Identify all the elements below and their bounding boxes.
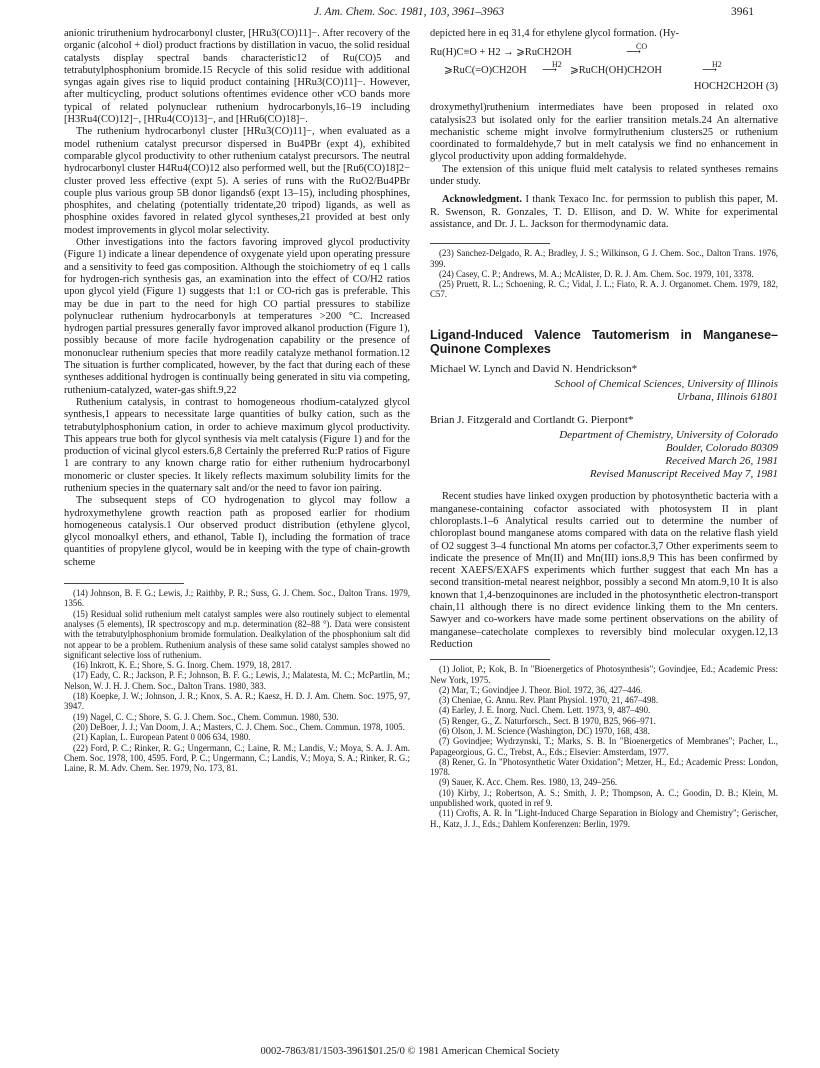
body-paragraph: The extension of this unique fluid melt catalysis to related syntheses remains under study. xyxy=(430,163,778,188)
left-column xyxy=(64,28,410,773)
reference: (15) Residual solid ruthenium melt catalyst samples were also routinely subject to elemental analyses (5 elements), IR spectroscopy and m.p. determination (82–88 °). Data were consistent with the tetrabutylphosphonium bromide formulation. Dealkylation of the phosphonium salt did not appear to be a problem. Ruthenium analysis of these same solid catalyst samples showed no significant selective loss of ruthenium. xyxy=(64,608,410,660)
reference: (3) Cheniae, G. Annu. Rev. Plant Physiol. 1970, 21, 467–498. xyxy=(439,695,659,706)
affiliation-1 xyxy=(430,378,778,404)
reference: (19) Nagel, C. C.; Shore, S. G. J. Chem. Soc., Chem. Commun. 1980, 530. xyxy=(73,711,339,722)
article-title: Ligand-Induced Valence Tautomerism in Manganese–Quinone Complexes xyxy=(430,327,778,357)
body-paragraph: Ruthenium catalysis, in contrast to homogeneous rhodium-catalyzed glycol synthesis,1 appears to necessitate large quantities of bulky cation, such as the tetrabutylphosphonium cation, in order to achieve maximum glycol productivity. This appears true both for glycol synthesis via melt catalysis (Figure 1) and for the production of vicinal glycol esters.6,8 Certainly the preferred Ru:P ratios of Figure 1 are contrary to any known charge ratio for either ruthenium hydrocarbonyl monomeric or cluster species. It likely reflects maximum solubility limits for the ruthenium species in the quaternary salt and/or the need to favor ion pairing. xyxy=(64,396,410,494)
reference: (25) Pruett, R. L.; Schoening, R. C.; Vidal, J. L.; Fiato, R. A. J. Organomet. Chem. 1979, 182, C57. xyxy=(430,279,778,300)
affiliation-line: Urbana, Illinois 61801 xyxy=(676,391,778,404)
arrow: ⟶ xyxy=(626,47,641,59)
reference: (8) Rener, G. In "Photosynthetic Water Oxidation"; Metzer, H., Ed.; Academic Press: London, 1978. xyxy=(430,756,778,778)
received-date: Received March 26, 1981 xyxy=(665,455,778,468)
footnotes-right-bottom xyxy=(430,664,778,829)
body-paragraph: anionic triruthenium hydrocarbonyl cluster, [HRu3(CO)11]−. After recovery of the organic (alcohol + diol) product fractions by distillation in vacuo, the solid residual catalysts display spectral bands characteristic12 of Ru(CO)5 and tetrabutylphosphonium bromide.15 Recycle of this solid residue with additional syngas again gives rise to liquid product containing [HRu3(CO)11]−. However, after multicycling, product solutions oftentimes evidence other νCO bands more typical of related polynuclear ruthenium hydrocarbonyls,16–19 including [H3Ru4(CO)12]−, [HRu4(CO)13]−, and [HRu6(CO)18]−. xyxy=(64,28,410,126)
reference: (7) Govindjee; Wydrzynski, T.; Marks, S. B. In "Bioenergetics of Membranes"; Pacher, L., Papageorgious, G. C., Trebst, A., Eds.; Elsevier: Amsterdam, 1977. xyxy=(430,736,778,757)
page-footer: 0002-7863/81/1503-3961$01.25/0 © 1981 American Chemical Society xyxy=(260,1046,560,1057)
equation-line: ⩾RuC(=O)CH2OH xyxy=(444,65,527,77)
footnote-rule xyxy=(430,243,550,244)
reference: (23) Sanchez-Delgado, R. A.; Bradley, J. S.; Wilkinson, G J. Chem. Soc., Dalton Trans. 1976, 399. xyxy=(430,248,778,269)
affiliation-line: Boulder, Colorado 80309 xyxy=(665,442,778,455)
arrow: ⟶ xyxy=(542,65,557,77)
authors-2: Brian J. Fitzgerald and Cortlandt G. Pierpont* xyxy=(430,414,634,427)
body-paragraph: Recent studies have linked oxygen production by photosynthetic bacteria with a manganese-containing cofactor associated with photosystem II in plant chloroplasts.1–6 Analytical results carried out to determine the number of chloroplast bound manganese atoms compared with data on the relative flash yield of O2 suggest 3–4 functional Mn atoms per cofactor.3,7 Other experiments seem to indicate the presence of Mn(II) and Mn(III) ions.8,9 This has been confirmed by recent XAEFS/EXAFS experiments which further suggest that each Mn has a second transition-metal nearest neighbor, possibly a second Mn atom.9,10 It is also known that 1,4-benzoquinones are included in the photosynthetic electron-transport chain,11 although there is no direct evidence linking them to the Mn centers. Sawyer and co-workers have made some pertinent observations on the ability of manganese–catecholate complexes to reversibly bind molecular oxygen.12,13 Reduction xyxy=(430,491,778,650)
reference: (17) Eady, C. R.; Jackson, P. F.; Johnson, B. F. G.; Lewis, J.; Malatesta, M. C.; McPartlin, M.; Nelson, W. J. H. J. Chem. Soc., Dalton Trans. 1980, 383. xyxy=(64,670,410,691)
reference: (20) DeBoer, J. J.; Van Doom, J. A.; Masters, C. J. Chem. Soc., Chem. Commun. 1978, 1005. xyxy=(73,721,405,732)
reference: (16) Inkrott, K. E.; Shore, S. G. Inorg. Chem. 1979, 18, 2817. xyxy=(73,660,292,671)
footnote-rule xyxy=(430,659,550,660)
page-number: 3961 xyxy=(731,6,754,18)
equation-line: ⩾RuCH(OH)CH2OH xyxy=(570,65,662,77)
reference: (2) Mar, T.; Govindjee J. Theor. Biol. 1972, 36, 427–446. xyxy=(439,684,643,695)
equation-over: H2 xyxy=(712,60,722,70)
reference: (10) Kirby, J.; Robertson, A. S.; Smith, J. P.; Thompson, A. C.; Goodin, D. B.; Klein, M. unpublished work, quoted in ref 9. xyxy=(430,787,778,809)
running-header xyxy=(64,6,754,22)
reference: (24) Casey, C. P.; Andrews, M. A.; McAlister, D. R. J. Am. Chem. Soc. 1979, 101, 3378. xyxy=(439,268,754,279)
equation-over: H2 xyxy=(552,60,562,70)
reference: (22) Ford, P. C.; Rinker, R. G.; Ungermann, C.; Laine, R. M.; Landis, V.; Moya, S. A. J. Am. Chem. Soc. 1978, 100, 4595. Ford, P. C.; Ungermann, C.; Landis, V.; Moya, S. A.; Rinker, R. G.; Laine, R. M. Adv. Chem. Ser. 1979, No. 173, 81. xyxy=(64,742,410,774)
reference: (6) Olson, J. M. Science (Washington, DC) 1970, 168, 438. xyxy=(439,725,650,736)
reference: (14) Johnson, B. F. G.; Lewis, J.; Raithby, P. R.; Suss, G. J. Chem. Soc., Dalton Trans. 1979, 1356. xyxy=(64,588,410,609)
body-paragraph: Other investigations into the factors favoring improved glycol productivity (Figure 1) indicate a linear dependence of oxygenate yield upon operating pressure and a sensitivity to feed gas composition. Although the stoichiometry of eq 1 calls for hydrogen-rich synthesis gas, an examination into the effect of CO/H2 ratios upon glycol yield (Figure 1) suggests that 1:1 or CO-rich gas is preferable. This may be due in part to the need for high CO partial pressures to stabilize polynuclear ruthenium hydrocarbonyls at temperatures >200 °C. Increased hydrogen partial pressures generally favor improved alkanol production (Figure 1), possibly because of more facile hydrogenation capability or the presence of mononuclear ruthenium species that more readily catalyze methanol formation.12 The situation is further complicated, however, by the fact that during each of these syntheses additional hydrogen is continually being generated in situ via competing, ruthenium-catalyzed, water-gas shift.9,22 xyxy=(64,237,410,396)
arrow: ⟶ xyxy=(702,65,717,77)
body-paragraph: droxymethyl)ruthenium intermediates have been proposed in related oxo catalysis23 but isolated only for the earlier transition metals.24 An alternative mechanistic scheme might involve formylruthenium clusters25 or ruthenium coordinated to formaldehyde,7 but in melt catalysis we find no enhancement in glycol productivity upon adding formaldehyde. xyxy=(430,102,778,163)
reference: (9) Sauer, K. Acc. Chem. Res. 1980, 13, 249–256. xyxy=(439,777,618,788)
equation-line: Ru(H)C≡O + H2 → ⩾RuCH2OH xyxy=(430,47,572,59)
footnotes-left xyxy=(64,588,410,773)
revised-date: Revised Manuscript Received May 7, 1981 xyxy=(589,468,778,481)
reference: (1) Joliot, P.; Kok, B. In "Bioenergetics of Photosynthesis"; Govindjee, Ed.; Academic Press: New York, 1975. xyxy=(430,664,778,685)
body-paragraph: The subsequent steps of CO hydrogenation to glycol may follow a hydroxymethylene growth reaction path as proposed earlier for rhodium homogeneous catalysis.1 Our observed product distribution (ethylene glycol, glycol monoalkyl ethers, and ethanol, Table I), including the formation of trace quantities of propylene glycol, would be in keeping with the type of chain-growth scheme xyxy=(64,495,410,568)
body-paragraph: depicted here in eq 31,4 for ethylene glycol formation. (Hy- xyxy=(430,28,679,39)
reference: (11) Crofts, A. R. In "Light-Induced Charge Separation in Biology and Chemistry"; Gerischer, H., Katz, J. J., Eds.; Dahlem Konferenzen: Berlin, 1979. xyxy=(430,808,778,829)
acknowledgment-text: I thank Texaco Inc. for permssion to publish this paper, M. R. Swenson, R. Gonzales, T. D. Ellison, and D. W. White for experimental assistance, and Dr. J. L. Jackson for thermodynamic data. xyxy=(430,194,778,230)
equation-over: CO xyxy=(636,42,648,52)
equation-3 xyxy=(430,40,778,102)
body-paragraph: The ruthenium hydrocarbonyl cluster [HRu3(CO)11]−, when evaluated as a model ruthenium catalyst precursor dispersed in Bu4PBr (expt 4), exhibited comparable glycol productivity to other ruthenium catalyst precursors. The neutral hydrocarbonyl cluster H4Ru4(CO)12 also performed well, but the [Ru6(CO)18]2− cluster proved less effective (expt 5). A series of runs with the RuO2/Bu4PBr couple plus various group 5B donor ligands6 (expt 13–15), including phosphines, phosphites, and chelating (potentially tridentate,20 tripod) ligands, as well as phosphine oxides favored in related glycol syntheses,21 provided at best only modest improvements in glycol molar selectivity. xyxy=(64,126,410,236)
footnotes-right-top xyxy=(430,248,778,299)
affiliation-2 xyxy=(430,429,778,481)
equation-line: HOCH2CH2OH (3) xyxy=(694,81,778,93)
right-column xyxy=(430,28,778,829)
authors-1: Michael W. Lynch and David N. Hendrickson* xyxy=(430,362,638,375)
footnote-rule xyxy=(64,583,184,584)
acknowledgment-label: Acknowledgment. xyxy=(442,194,522,206)
affiliation-line: School of Chemical Sciences, University of Illinois xyxy=(554,378,778,391)
affiliation-line: Department of Chemistry, University of Colorado xyxy=(559,429,778,442)
journal-citation: J. Am. Chem. Soc. 1981, 103, 3961–3963 xyxy=(313,6,505,18)
reference: (4) Earley, J. E. Inorg. Nucl. Chem. Lett. 1973, 9, 487–490. xyxy=(439,705,651,716)
reference: (21) Kaplan, L. European Patent 0 006 634, 1980. xyxy=(73,732,251,743)
reference: (18) Koepke, J. W.; Johnson, J. R.; Knox, S. A. R.; Kaesz, H. D. J. Am. Chem. Soc. 1975, 97, 3947. xyxy=(64,691,410,712)
reference: (5) Renger, G., Z. Naturforsch., Sect. B 1970, B25, 966–971. xyxy=(439,715,656,726)
